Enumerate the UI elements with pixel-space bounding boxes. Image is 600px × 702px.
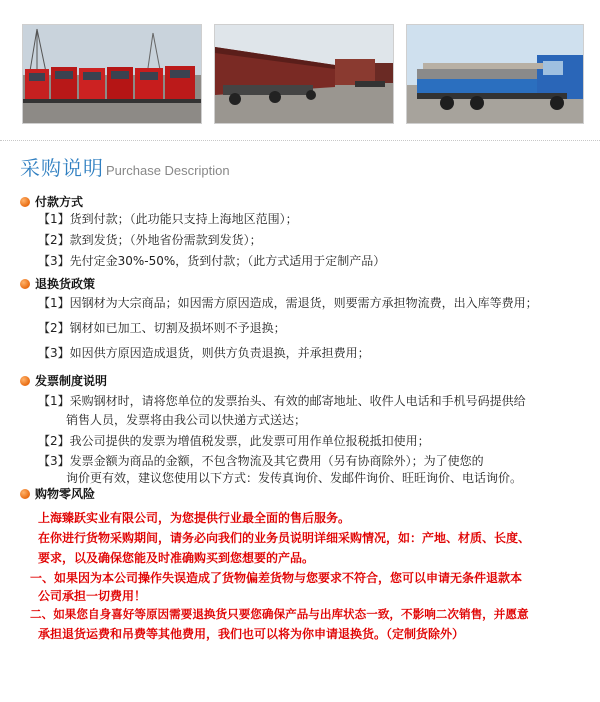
- section-payment-title: 付款方式: [20, 193, 83, 210]
- invoice-line-2: 【2】我公司提供的发票为增值税发票，此发票可用作单位报税抵扣使用；: [38, 434, 430, 448]
- bullet-icon: [20, 376, 30, 386]
- photo-strip: [22, 24, 582, 124]
- zero-risk-line-6: 二、如果您自身喜好等原因需要退换货只要您确保产品与出库状态一致，不影响二次销售，并愿意: [30, 607, 529, 621]
- bullet-icon: [20, 489, 30, 499]
- zero-risk-line-2: 在你进行货物采购期间，请务必向我们的业务员说明详细采购情况，如：产地、材质、长度、: [38, 531, 531, 545]
- return-line-3: 【3】如因供方原因造成退货，则供方负责退换，并承担费用；: [38, 346, 370, 360]
- dotted-divider: [0, 140, 600, 141]
- zero-risk-line-7: 承担退货运费和吊费等其他费用，我们也可以将为你申请退换货。（定制货除外）: [38, 627, 465, 641]
- trucks-row-photo: [22, 24, 202, 124]
- flatbed-trucks-photo: [214, 24, 394, 124]
- page-title: [20, 152, 230, 181]
- invoice-line-3-cont: 询价更有效，建议您使用以下方式：发传真询价、发邮件询价、旺旺询价、电话询价。: [66, 471, 523, 485]
- zero-risk-line-5: 公司承担一切费用！: [38, 589, 147, 603]
- zero-risk-line-3: 要求，以及确保您能及时准确购买到您想要的产品。: [38, 551, 315, 565]
- section-return-title: 退换货政策: [20, 275, 95, 292]
- payment-line-1: 【1】货到付款；（此功能只支持上海地区范围）；: [38, 212, 298, 226]
- invoice-line-3: 【3】发票金额为商品的金额，不包含物流及其它费用（另有协商除外）；为了使您的: [38, 454, 484, 468]
- zero-risk-line-4: 一、如果因为本公司操作失误造成了货物偏差货物与您要求不符合，您可以申请无条件退款本: [30, 571, 523, 585]
- invoice-line-1: 【1】采购钢材时，请将您单位的发票抬头、有效的邮寄地址、收件人电话和手机号码提供给: [38, 394, 526, 408]
- bullet-icon: [20, 197, 30, 207]
- return-line-1: 【1】因钢材为大宗商品；如因需方原因造成，需退货，则要需方承担物流费，出入库等费用；: [38, 296, 538, 310]
- payment-line-2: 【2】款到发货；（外地省份需款到发货）；: [38, 233, 262, 247]
- title-en: Purchase Description: [106, 163, 230, 178]
- return-line-2: 【2】钢材如已加工、切割及损坏则不予退换；: [38, 321, 286, 335]
- payment-line-3: 【3】先付定金30%-50%，货到付款；（此方式适用于定制产品）: [38, 254, 386, 268]
- bullet-icon: [20, 279, 30, 289]
- zero-risk-line-1: 上海臻跃实业有限公司，为您提供行业最全面的售后服务。: [38, 511, 351, 525]
- loaded-steel-truck-photo: [406, 24, 584, 124]
- section-invoice-title: 发票制度说明: [20, 372, 107, 389]
- title-cn: 采购说明: [20, 156, 104, 180]
- invoice-line-1-cont: 销售人员，发票将由我公司以快递方式送达；: [66, 413, 307, 427]
- section-zero-risk-title: 购物零风险: [20, 485, 95, 502]
